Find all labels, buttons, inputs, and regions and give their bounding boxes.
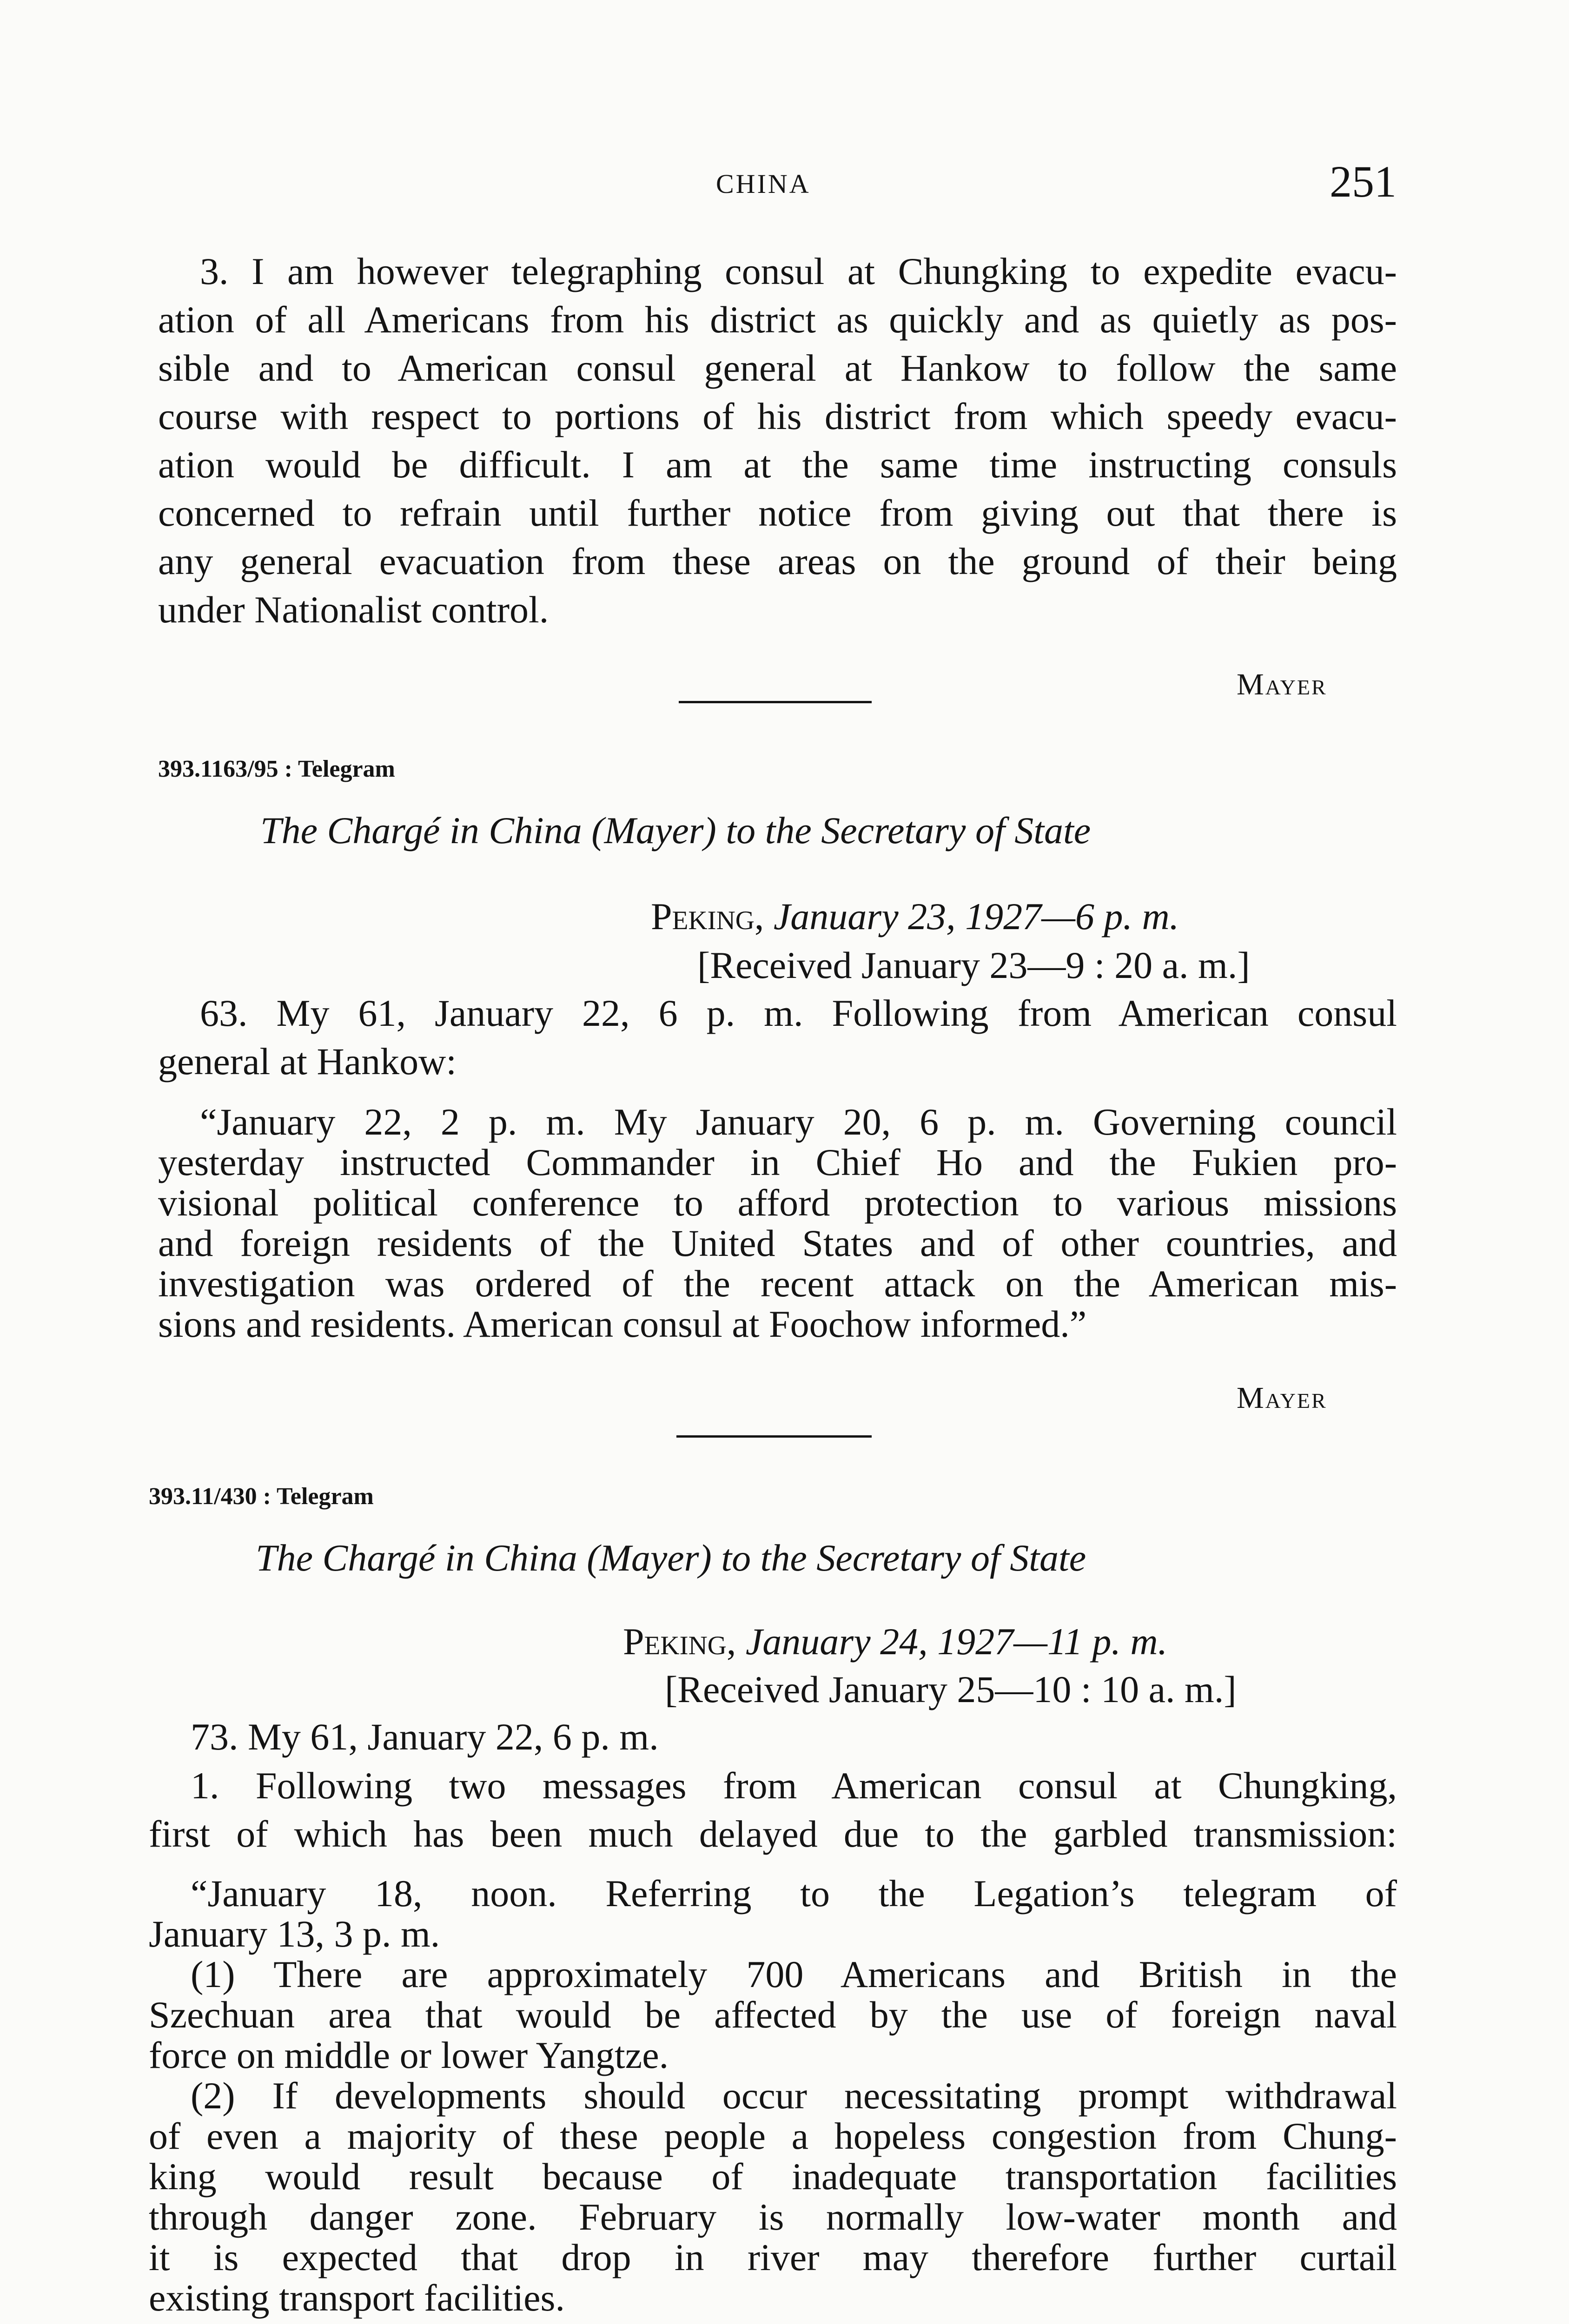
file-reference: 393.1163/95 : Telegram (158, 756, 395, 782)
received-line: [Received January 25—10 : 10 a. m.] (665, 1668, 1237, 1710)
quote-line: “January 18, noon. Referring to the Legation’s telegram of (191, 1872, 1397, 1915)
text-line: under Nationalist control. (158, 588, 549, 631)
text-line: course with respect to portions of his district from which speedy evacu- (158, 395, 1397, 437)
quote-line: king would result because of inadequate transportation facilities (149, 2155, 1397, 2198)
dateline-date: January 23, 1927—6 p. m. (773, 895, 1179, 938)
quote-line: of even a majority of these people a hopeless congestion from Chung- (149, 2115, 1397, 2157)
dateline-place: Peking, (623, 1620, 736, 1663)
quote-line: and foreign residents of the United States and of other countries, and (158, 1222, 1397, 1264)
quote-line: (1) There are approximately 700 Americans and British in the (191, 1953, 1397, 1995)
text-line: 1. Following two messages from American consul at Chungking, (191, 1764, 1397, 1807)
dateline (623, 1620, 1167, 1664)
text-line: ation would be difficult. I am at the same time instructing consuls (158, 443, 1397, 486)
running-header: CHINA (716, 169, 811, 199)
dateline (651, 895, 1179, 938)
quote-line: (2) If developments should occur necessitating prompt withdrawal (191, 2074, 1397, 2117)
signature: Mayer (1237, 1381, 1327, 1415)
text-line: any general evacuation from these areas on the ground of their being (158, 540, 1397, 582)
received-line: [Received January 23—9 : 20 a. m.] (697, 944, 1250, 986)
document-title: The Chargé in China (Mayer) to the Secretary of State (260, 809, 1091, 852)
text-line: ation of all Americans from his district as quickly and as quietly as pos- (158, 298, 1397, 341)
text-line: 3. I am however telegraphing consul at Chungking to expedite evacu- (200, 250, 1397, 292)
quote-line: January 13, 3 p. m. (149, 1913, 440, 1955)
text-line: 73. My 61, January 22, 6 p. m. (191, 1716, 659, 1758)
quote-line: through danger zone. February is normally low-water month and (149, 2196, 1397, 2238)
page-number: 251 (1330, 157, 1397, 206)
quote-line: it is expected that drop in river may therefore further curtail (149, 2236, 1397, 2278)
section-divider (679, 701, 872, 703)
quote-line: Szechuan area that would be affected by the use of foreign naval (149, 1994, 1397, 2036)
signature: Mayer (1237, 667, 1327, 701)
text-line: 63. My 61, January 22, 6 p. m. Following from American consul (200, 992, 1397, 1034)
dateline-date: January 24, 1927—11 p. m. (745, 1620, 1168, 1663)
quote-line: force on middle or lower Yangtze. (149, 2034, 669, 2076)
quote-line: sions and residents. American consul at Foochow informed.” (158, 1303, 1087, 1345)
document-title: The Chargé in China (Mayer) to the Secretary of State (256, 1537, 1086, 1579)
quote-line: visional political conference to afford protection to various missions (158, 1182, 1397, 1224)
file-reference: 393.11/430 : Telegram (149, 1483, 374, 1510)
quote-line: investigation was ordered of the recent attack on the American mis- (158, 1262, 1397, 1305)
section-divider (676, 1435, 872, 1438)
dateline-place: Peking, (651, 895, 764, 938)
text-line: general at Hankow: (158, 1040, 457, 1083)
quote-line: yesterday instructed Commander in Chief Ho and the Fukien pro- (158, 1141, 1397, 1183)
text-line: first of which has been much delayed due to the garbled transmission: (149, 1813, 1397, 1855)
quote-line: existing transport facilities. (149, 2277, 565, 2319)
text-line: concerned to refrain until further notice from giving out that there is (158, 492, 1397, 534)
text-line: sible and to American consul general at Hankow to follow the same (158, 347, 1397, 389)
quote-line: “January 22, 2 p. m. My January 20, 6 p. m. Governing council (200, 1101, 1397, 1143)
